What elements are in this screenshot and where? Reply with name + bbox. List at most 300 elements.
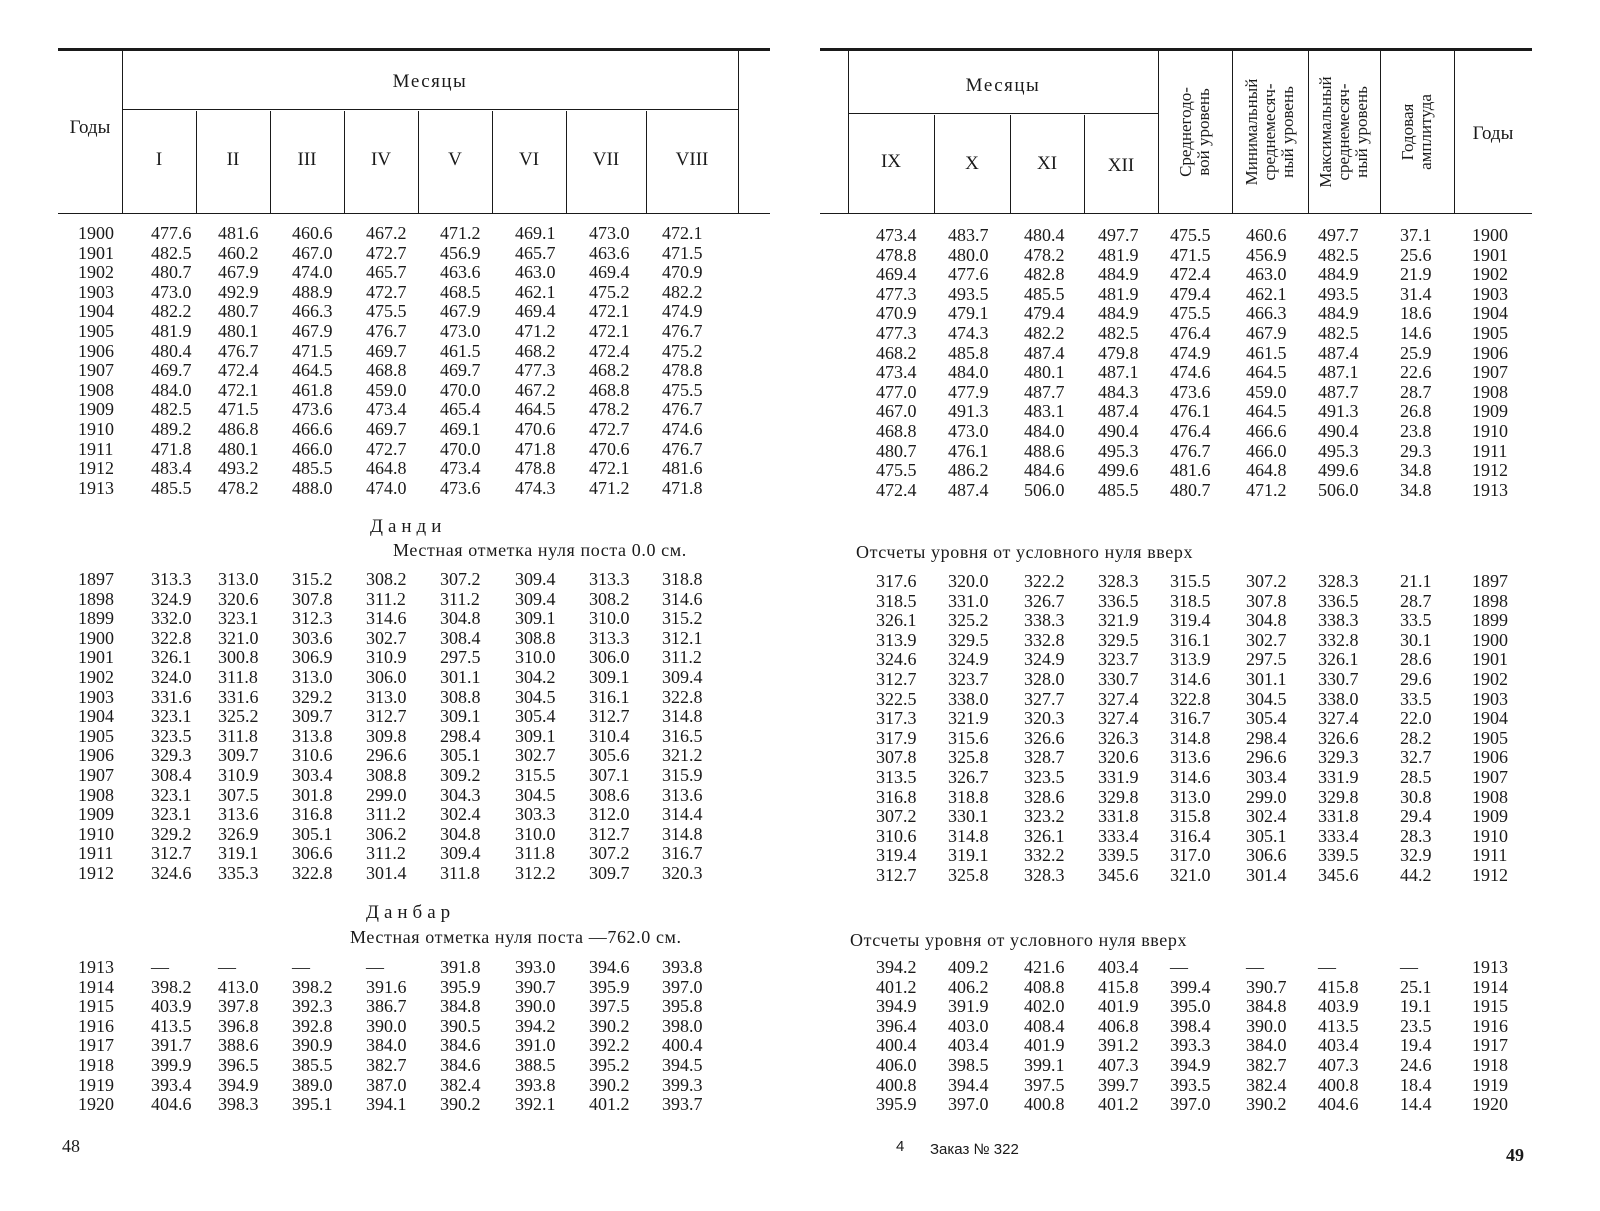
table-cell: 394.6 xyxy=(589,957,630,977)
table-cell: 488.6 xyxy=(1024,440,1065,461)
table-cell: 396.8 xyxy=(218,1015,259,1036)
table-cell: 324.6 xyxy=(876,649,917,670)
table-cell: 338.3 xyxy=(1024,610,1065,631)
table-cell: 487.4 xyxy=(1024,342,1065,363)
table-cell: 29.4 xyxy=(1400,806,1432,827)
table-cell: 478.2 xyxy=(589,399,630,420)
table-cell: 392.1 xyxy=(515,1094,556,1115)
table-cell: 482.5 xyxy=(1318,322,1359,343)
table-cell: 329.3 xyxy=(151,745,192,766)
table-cell: 470.6 xyxy=(515,418,556,439)
table-cell: 396.5 xyxy=(218,1054,259,1075)
table-cell: 473.0 xyxy=(440,320,481,341)
table-cell: 23.5 xyxy=(1400,1015,1432,1036)
table-cell: 1913 xyxy=(78,477,114,498)
table-cell: 492.9 xyxy=(218,281,259,302)
table-cell: 316.1 xyxy=(589,686,630,707)
table-cell: 479.1 xyxy=(948,303,989,324)
table-cell: 316.7 xyxy=(1170,708,1211,729)
table-cell: — xyxy=(1170,957,1188,977)
table-cell: 329.5 xyxy=(1098,629,1139,650)
table-cell: 479.4 xyxy=(1170,283,1211,304)
table-cell: 28.7 xyxy=(1400,590,1432,611)
table-cell: 322.2 xyxy=(1024,571,1065,591)
table-cell: 310.6 xyxy=(292,745,333,766)
table-cell: 468.2 xyxy=(876,342,917,363)
table-cell: 320.3 xyxy=(662,862,703,883)
table-cell: 480.7 xyxy=(1170,479,1211,500)
table-cell: 314.4 xyxy=(662,804,703,825)
table-cell: 474.0 xyxy=(366,477,407,498)
table-cell: 399.9 xyxy=(151,1054,192,1075)
table-cell: 1907 xyxy=(1472,362,1508,383)
table-cell: 308.8 xyxy=(440,686,481,707)
table-cell: 461.8 xyxy=(292,379,333,400)
table-cell: 1905 xyxy=(1472,727,1508,748)
table-cell: 395.2 xyxy=(589,1054,630,1075)
table-cell: 407.3 xyxy=(1318,1054,1359,1075)
table-cell: 482.5 xyxy=(1098,322,1139,343)
table-cell: 476.1 xyxy=(1170,401,1211,422)
table-cell: 332.2 xyxy=(1024,845,1065,866)
table-cell: 493.5 xyxy=(948,283,989,304)
table-cell: 392.8 xyxy=(292,1015,333,1036)
table-cell: 1913 xyxy=(1472,957,1508,977)
table-cell: 474.3 xyxy=(948,322,989,343)
table-cell: 319.1 xyxy=(948,845,989,866)
table-cell: 382.7 xyxy=(1246,1054,1287,1075)
table-cell: 483.4 xyxy=(151,458,192,479)
table-cell: 460.6 xyxy=(292,223,333,243)
table-cell: 14.6 xyxy=(1400,322,1432,343)
table-cell: 1910 xyxy=(1472,825,1508,846)
table-cell: 309.1 xyxy=(589,666,630,687)
table-cell: 324.9 xyxy=(151,588,192,609)
table-cell: 388.5 xyxy=(515,1054,556,1075)
table-cell: 308.8 xyxy=(366,764,407,785)
table-cell: 473.6 xyxy=(440,477,481,498)
table-cell: 328.7 xyxy=(1024,747,1065,768)
table-cell: 301.4 xyxy=(366,862,407,883)
table-cell: 330.7 xyxy=(1098,668,1139,689)
table-cell: 394.2 xyxy=(876,957,917,977)
page-number: 48 xyxy=(62,1136,80,1156)
table-cell: 392.2 xyxy=(589,1035,630,1056)
table-cell: 473.6 xyxy=(292,399,333,420)
table-cell: 467.2 xyxy=(515,379,556,400)
table-cell: 401.9 xyxy=(1098,996,1139,1017)
table-cell: 473.6 xyxy=(1170,381,1211,402)
table-cell: 393.0 xyxy=(515,957,556,977)
table-cell: 316.5 xyxy=(662,725,703,746)
table-cell: 316.7 xyxy=(662,843,703,864)
table-cell: 481.9 xyxy=(1098,244,1139,265)
table-cell: 311.8 xyxy=(218,725,258,746)
table-cell: 313.5 xyxy=(876,766,917,787)
table-cell: 1910 xyxy=(78,823,114,844)
table-cell: 473.0 xyxy=(151,281,192,302)
table-cell: 305.4 xyxy=(1246,708,1287,729)
table-cell: 397.0 xyxy=(662,976,703,997)
table-cell: 459.0 xyxy=(1246,381,1287,402)
table-cell: — xyxy=(151,957,169,977)
left-table-header xyxy=(58,48,770,214)
table-cell: 312.0 xyxy=(589,804,630,825)
table-cell: 315.6 xyxy=(948,727,989,748)
table-cell: 307.8 xyxy=(876,747,917,768)
table-cell: 475.5 xyxy=(366,301,407,322)
table-cell: 388.6 xyxy=(218,1035,259,1056)
table-cell: 332.8 xyxy=(1024,629,1065,650)
table-cell: 488.0 xyxy=(292,477,333,498)
table-cell: 382.4 xyxy=(440,1074,481,1095)
table-cell: 1899 xyxy=(78,608,114,629)
table-cell: 312.7 xyxy=(876,668,917,689)
table-cell: 394.2 xyxy=(515,1015,556,1036)
table-cell: 469.1 xyxy=(515,223,556,243)
table-cell: 475.5 xyxy=(1170,225,1211,245)
table-cell: 304.5 xyxy=(515,784,556,805)
table-cell: 1900 xyxy=(78,627,114,648)
table-cell: 413.5 xyxy=(1318,1015,1359,1036)
section-caption: Отсчеты уровня от условного нуля вверх xyxy=(850,930,1188,950)
table-cell: 306.2 xyxy=(366,823,407,844)
table-cell: 310.4 xyxy=(589,725,630,746)
table-cell: 1920 xyxy=(78,1094,114,1115)
table-cell: 393.8 xyxy=(662,957,703,977)
table-cell: 476.7 xyxy=(662,438,703,459)
table-cell: 305.4 xyxy=(515,706,556,727)
table-cell: 486.8 xyxy=(218,418,259,439)
table-cell: 483.7 xyxy=(948,225,989,245)
table-cell: 469.4 xyxy=(515,301,556,322)
table-cell: 305.1 xyxy=(1246,825,1287,846)
table-cell: 345.6 xyxy=(1318,864,1359,885)
table-cell: 415.8 xyxy=(1098,976,1139,997)
table-cell: 1900 xyxy=(78,223,114,243)
table-cell: 318.8 xyxy=(948,786,989,807)
table-cell: 331.6 xyxy=(218,686,259,707)
table-cell: 323.1 xyxy=(151,804,192,825)
table-cell: 1897 xyxy=(78,569,114,589)
table-cell: 487.4 xyxy=(1318,342,1359,363)
table-cell: 485.5 xyxy=(1024,283,1065,304)
table-cell: 469.1 xyxy=(440,418,481,439)
annual-amplitude-header: Годовая амплитуда xyxy=(1398,94,1435,170)
table-cell: 478.8 xyxy=(515,458,556,479)
table-cell: 398.2 xyxy=(151,976,192,997)
table-cell: 309.1 xyxy=(515,725,556,746)
table-cell: 471.8 xyxy=(515,438,556,459)
table-cell: 467.0 xyxy=(876,401,917,422)
table-cell: 484.9 xyxy=(1098,303,1139,324)
table-cell: 322.8 xyxy=(151,627,192,648)
table-cell: 313.3 xyxy=(589,569,630,589)
table-cell: 312.7 xyxy=(876,864,917,885)
table-cell: 333.4 xyxy=(1318,825,1359,846)
table-cell: 408.4 xyxy=(1024,1015,1065,1036)
table-cell: 316.8 xyxy=(292,804,333,825)
table-cell: 466.6 xyxy=(1246,420,1287,441)
table-cell: 307.2 xyxy=(876,806,917,827)
table-cell: 1899 xyxy=(1472,610,1508,631)
table-cell: 408.8 xyxy=(1024,976,1065,997)
table-cell: 399.4 xyxy=(1170,976,1211,997)
table-cell: 471.5 xyxy=(662,242,703,263)
table-cell: — xyxy=(366,957,384,977)
table-cell: 1898 xyxy=(78,588,114,609)
table-cell: — xyxy=(1400,957,1418,977)
table-cell: 304.8 xyxy=(1246,610,1287,631)
table-cell: 482.5 xyxy=(1318,244,1359,265)
table-cell: 495.3 xyxy=(1318,440,1359,461)
max-monthly-level-header: Максимальный среднемесяч- ный уровень xyxy=(1316,76,1371,188)
table-cell: 469.7 xyxy=(151,360,192,381)
table-cell: 487.7 xyxy=(1318,381,1359,402)
table-cell: 321.9 xyxy=(1098,610,1139,631)
table-cell: 314.8 xyxy=(662,823,703,844)
table-cell: 483.1 xyxy=(1024,401,1065,422)
table-cell: 476.4 xyxy=(1170,420,1211,441)
table-cell: 309.1 xyxy=(440,706,481,727)
table-cell: 307.1 xyxy=(589,764,630,785)
table-cell: 311.8 xyxy=(440,862,480,883)
table-cell: 314.6 xyxy=(662,588,703,609)
table-cell: 391.6 xyxy=(366,976,407,997)
table-cell: 311.2 xyxy=(440,588,480,609)
section-caption: Местная отметка нуля поста —762.0 см. xyxy=(350,927,682,947)
table-cell: 30.1 xyxy=(1400,629,1432,650)
table-cell: 481.9 xyxy=(151,320,192,341)
table-cell: 470.0 xyxy=(440,438,481,459)
table-cell: 394.9 xyxy=(218,1074,259,1095)
table-cell: 403.0 xyxy=(948,1015,989,1036)
month-col-header: XI xyxy=(1036,153,1058,174)
table-cell: 326.6 xyxy=(1024,727,1065,748)
table-cell: 400.4 xyxy=(876,1035,917,1056)
section-caption: Местная отметка нуля поста 0.0 см. xyxy=(393,540,687,560)
table-cell: 306.0 xyxy=(366,666,407,687)
table-cell: 406.8 xyxy=(1098,1015,1139,1036)
table-cell: 393.7 xyxy=(662,1094,703,1115)
table-cell: 1910 xyxy=(78,418,114,439)
table-cell: 18.6 xyxy=(1400,303,1432,324)
table-cell: 313.3 xyxy=(589,627,630,648)
table-cell: 308.2 xyxy=(366,569,407,589)
table-cell: 1912 xyxy=(78,862,114,883)
table-cell: 28.7 xyxy=(1400,381,1432,402)
table-cell: 471.5 xyxy=(292,340,333,361)
table-cell: 475.5 xyxy=(1170,303,1211,324)
table-cell: 401.9 xyxy=(1024,1035,1065,1056)
table-cell: 1918 xyxy=(78,1054,114,1075)
table-cell: 395.9 xyxy=(589,976,630,997)
table-cell: 397.5 xyxy=(1024,1074,1065,1095)
table-cell: 464.5 xyxy=(515,399,556,420)
table-cell: 478.8 xyxy=(662,360,703,381)
table-cell: 399.1 xyxy=(1024,1054,1065,1075)
table-cell: 29.6 xyxy=(1400,668,1432,689)
table-cell: 1911 xyxy=(1472,845,1508,866)
table-cell: 331.6 xyxy=(151,686,192,707)
table-cell: 313.6 xyxy=(218,804,259,825)
table-cell: 471.5 xyxy=(218,399,259,420)
table-cell: 314.6 xyxy=(1170,766,1211,787)
table-cell: 308.2 xyxy=(589,588,630,609)
table-cell: 1909 xyxy=(1472,401,1508,422)
table-cell: 390.0 xyxy=(515,996,556,1017)
table-cell: 480.7 xyxy=(876,440,917,461)
table-cell: 471.2 xyxy=(589,477,630,498)
table-cell: 328.3 xyxy=(1024,864,1065,885)
table-cell: 303.6 xyxy=(292,627,333,648)
table-cell: 476.4 xyxy=(1170,322,1211,343)
table-cell: 28.2 xyxy=(1400,727,1432,748)
table-cell: 1902 xyxy=(1472,264,1508,285)
table-cell: 1907 xyxy=(1472,766,1508,787)
table-cell: 480.7 xyxy=(151,262,192,283)
table-cell: 304.8 xyxy=(440,608,481,629)
table-cell: 485.5 xyxy=(1098,479,1139,500)
table-cell: 487.1 xyxy=(1318,362,1359,383)
table-cell: 476.7 xyxy=(366,320,407,341)
table-cell: 303.4 xyxy=(292,764,333,785)
table-cell: 302.4 xyxy=(440,804,481,825)
table-cell: 393.4 xyxy=(151,1074,192,1095)
table-cell: 332.0 xyxy=(151,608,192,629)
table-cell: 22.6 xyxy=(1400,362,1432,383)
table-cell: 480.7 xyxy=(218,301,259,322)
table-cell: 398.5 xyxy=(948,1054,989,1075)
table-cell: 315.8 xyxy=(1170,806,1211,827)
table-cell: 327.7 xyxy=(1024,688,1065,709)
table-cell: 1909 xyxy=(78,399,114,420)
table-cell: 305.1 xyxy=(440,745,481,766)
table-cell: 477.6 xyxy=(151,223,192,243)
table-cell: 470.9 xyxy=(876,303,917,324)
table-cell: 329.5 xyxy=(948,629,989,650)
table-cell: 476.1 xyxy=(948,440,989,461)
table-cell: 323.1 xyxy=(151,706,192,727)
table-cell: 301.8 xyxy=(292,784,333,805)
table-cell: 312.7 xyxy=(366,706,407,727)
table-cell: 306.0 xyxy=(589,647,630,668)
table-cell: 309.8 xyxy=(366,725,407,746)
table-cell: 315.2 xyxy=(292,569,333,589)
table-cell: 398.2 xyxy=(292,976,333,997)
table-cell: 1905 xyxy=(1472,322,1508,343)
table-cell: 1911 xyxy=(78,438,114,459)
table-cell: 465.7 xyxy=(366,262,407,283)
table-cell: 399.7 xyxy=(1098,1074,1139,1095)
table-cell: 401.2 xyxy=(589,1094,630,1115)
table-cell: 313.9 xyxy=(1170,649,1211,670)
table-cell: 325.8 xyxy=(948,864,989,885)
table-cell: 1906 xyxy=(1472,747,1508,768)
table-cell: 316.1 xyxy=(1170,629,1211,650)
table-cell: 1910 xyxy=(1472,420,1508,441)
month-col-header: IV xyxy=(370,149,392,170)
table-cell: 499.6 xyxy=(1098,460,1139,481)
table-cell: 308.4 xyxy=(440,627,481,648)
table-cell: 326.7 xyxy=(948,766,989,787)
table-cell: 398.0 xyxy=(662,1015,703,1036)
table-cell: 316.4 xyxy=(1170,825,1211,846)
table-cell: 338.3 xyxy=(1318,610,1359,631)
table-cell: 390.2 xyxy=(589,1015,630,1036)
table-cell: 472.7 xyxy=(366,438,407,459)
table-cell: 407.3 xyxy=(1098,1054,1139,1075)
table-cell: 24.6 xyxy=(1400,1054,1432,1075)
table-cell: 463.0 xyxy=(1246,264,1287,285)
table-cell: 466.3 xyxy=(1246,303,1287,324)
table-cell: 473.4 xyxy=(876,225,917,245)
table-cell: 472.7 xyxy=(366,281,407,302)
table-cell: 302.4 xyxy=(1246,806,1287,827)
table-cell: 322.8 xyxy=(1170,688,1211,709)
table-cell: 473.0 xyxy=(948,420,989,441)
table-cell: 1903 xyxy=(78,686,114,707)
table-cell: 391.7 xyxy=(151,1035,192,1056)
table-cell: 404.6 xyxy=(151,1094,192,1115)
table-cell: 479.4 xyxy=(1024,303,1065,324)
table-cell: 332.8 xyxy=(1318,629,1359,650)
table-cell: 395.1 xyxy=(292,1094,333,1115)
table-cell: 480.4 xyxy=(1024,225,1065,245)
table-cell: 384.0 xyxy=(1246,1035,1287,1056)
mean-annual-level-header: Среднегодо- вой уровень xyxy=(1176,87,1213,177)
table-cell: 413.5 xyxy=(151,1015,192,1036)
table-cell: 481.6 xyxy=(218,223,259,243)
table-cell: 29.3 xyxy=(1400,440,1432,461)
table-cell: 304.5 xyxy=(515,686,556,707)
table-cell: 485.5 xyxy=(292,458,333,479)
table-cell: 1911 xyxy=(78,843,114,864)
right-table-header xyxy=(820,48,1532,214)
table-cell: 313.6 xyxy=(1170,747,1211,768)
table-cell: 14.4 xyxy=(1400,1094,1432,1115)
table-cell: 32.9 xyxy=(1400,845,1432,866)
table-cell: 314.8 xyxy=(1170,727,1211,748)
table-cell: 395.9 xyxy=(440,976,481,997)
table-cell: 306.6 xyxy=(292,843,333,864)
table-cell: 382.4 xyxy=(1246,1074,1287,1095)
months-header: Месяцы xyxy=(965,75,1041,96)
table-cell: 491.3 xyxy=(948,401,989,422)
table-cell: 1905 xyxy=(78,725,114,746)
table-cell: 467.9 xyxy=(292,320,333,341)
table-cell: 302.7 xyxy=(366,627,407,648)
table-cell: 464.8 xyxy=(366,458,407,479)
table-cell: 506.0 xyxy=(1318,479,1359,500)
table-cell: 325.2 xyxy=(218,706,259,727)
table-cell: 461.5 xyxy=(1246,342,1287,363)
table-cell: 1906 xyxy=(78,745,114,766)
table-cell: 310.9 xyxy=(218,764,259,785)
table-cell: 394.9 xyxy=(876,996,917,1017)
table-cell: 312.7 xyxy=(589,706,630,727)
table-cell: 1912 xyxy=(1472,460,1508,481)
table-cell: 329.2 xyxy=(151,823,192,844)
table-cell: 313.0 xyxy=(292,666,333,687)
table-cell: 487.1 xyxy=(1098,362,1139,383)
table-cell: 333.4 xyxy=(1098,825,1139,846)
table-cell: 468.2 xyxy=(515,340,556,361)
table-cell: 314.6 xyxy=(1170,668,1211,689)
table-cell: 28.3 xyxy=(1400,825,1432,846)
table-cell: 395.0 xyxy=(1170,996,1211,1017)
table-cell: 470.9 xyxy=(662,262,703,283)
